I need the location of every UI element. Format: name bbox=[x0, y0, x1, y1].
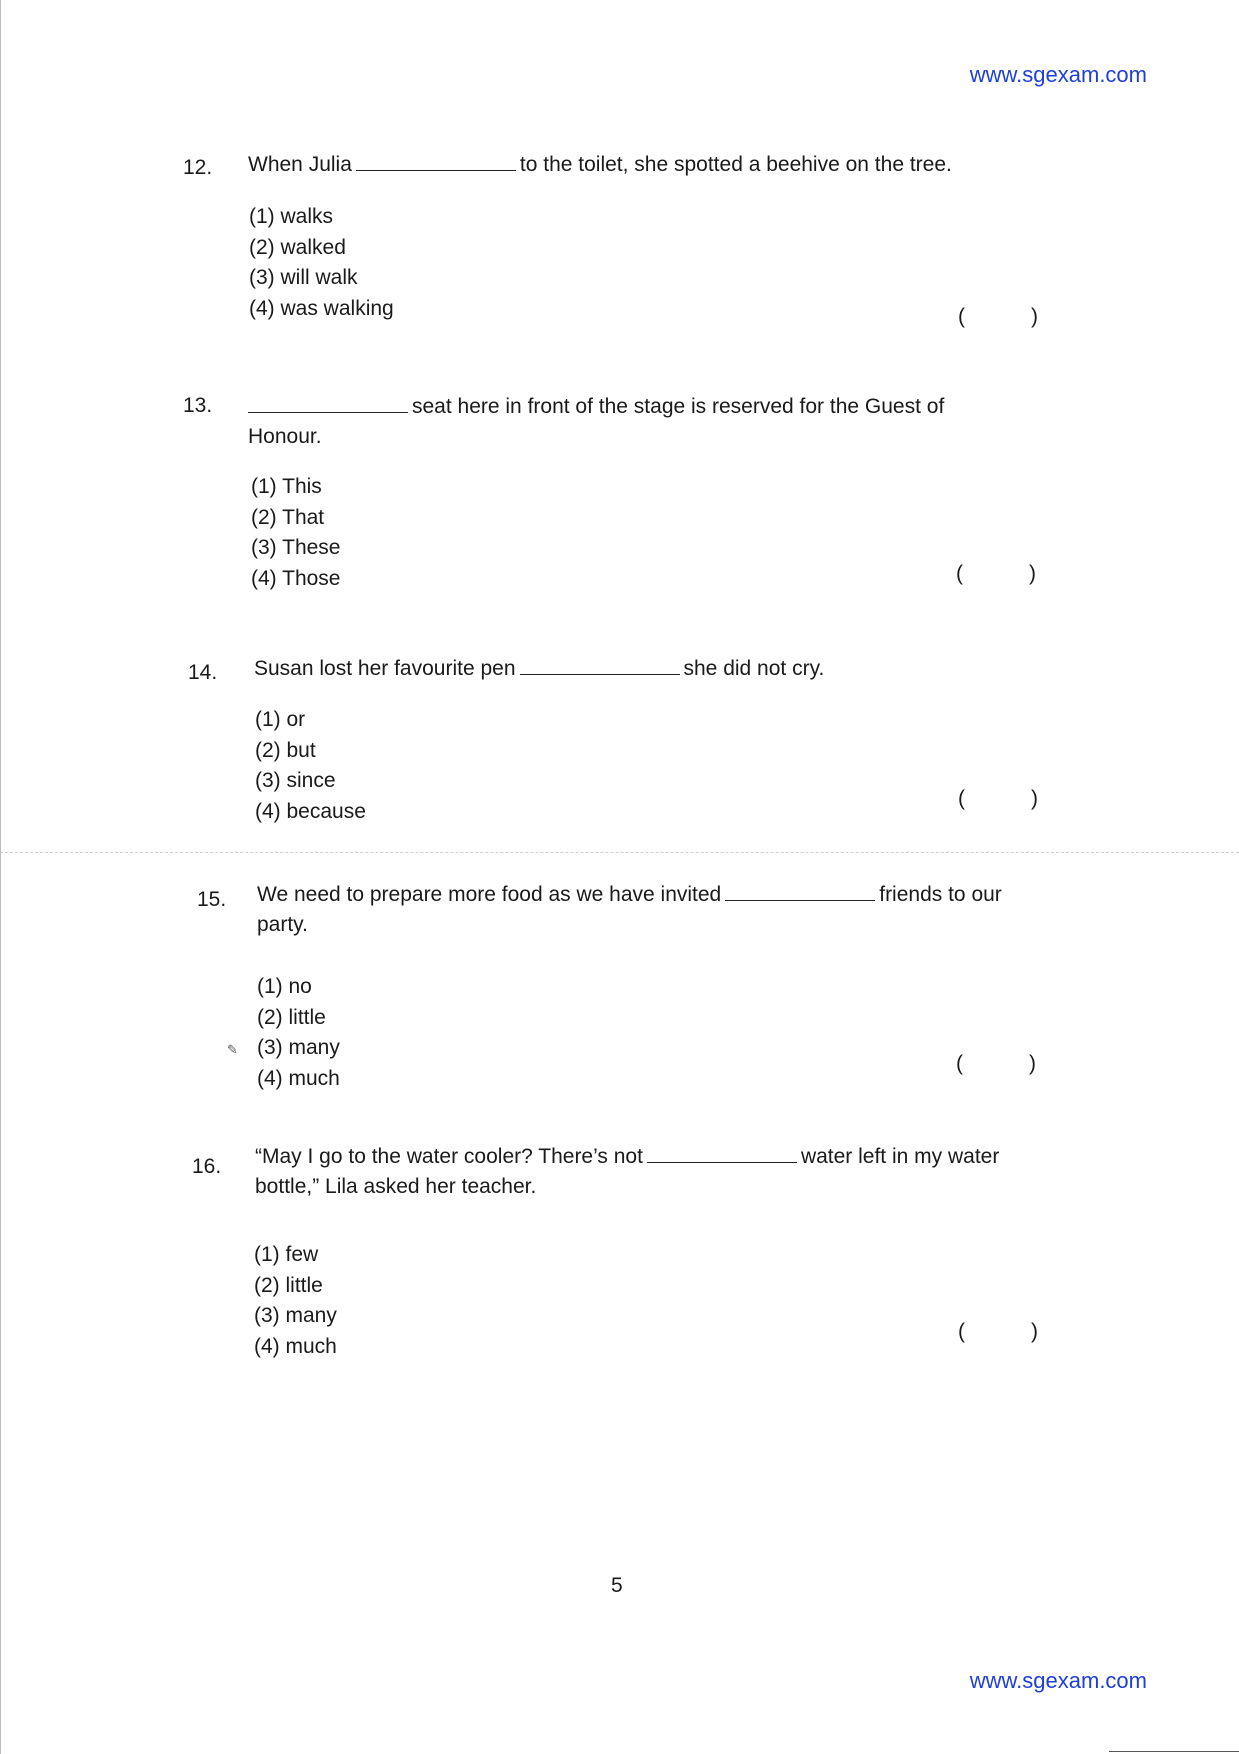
scan-divider bbox=[0, 852, 1239, 853]
answer-blank bbox=[647, 1144, 797, 1163]
option: (1) walks bbox=[249, 205, 334, 228]
scan-edge-bottom bbox=[1109, 1751, 1239, 1752]
answer-bracket[interactable] bbox=[958, 787, 1038, 811]
option: (4) much bbox=[257, 1066, 340, 1090]
option: (4) much bbox=[254, 1334, 337, 1358]
question-number: 12. bbox=[183, 156, 213, 179]
bracket-close: ) bbox=[1031, 1320, 1038, 1343]
question-text bbox=[254, 654, 1014, 684]
option: (2) little bbox=[257, 1005, 326, 1029]
bracket-open: ( bbox=[956, 562, 963, 585]
question-text-after: she did not cry. bbox=[683, 657, 825, 680]
answer-bracket[interactable] bbox=[956, 562, 1036, 586]
bracket-close: ) bbox=[1029, 1052, 1036, 1075]
answer-bracket[interactable] bbox=[958, 305, 1038, 329]
answer-blank bbox=[356, 152, 516, 171]
question-text bbox=[257, 880, 1047, 940]
options-list bbox=[251, 472, 341, 594]
bracket-open: ( bbox=[958, 1320, 965, 1343]
question-text-before: When Julia bbox=[248, 153, 352, 176]
answer-blank bbox=[520, 656, 680, 675]
question-number: 14. bbox=[188, 661, 218, 684]
option: (2) That bbox=[251, 505, 325, 529]
question-number: 15. bbox=[197, 888, 227, 911]
question-number: 16. bbox=[192, 1155, 222, 1178]
question-text-after: to the toilet, she spotted a beehive on the tree. bbox=[519, 153, 952, 176]
option: (3) will walk bbox=[249, 266, 358, 289]
question-text bbox=[248, 392, 1008, 452]
site-link-bottom[interactable]: www.sgexam.com bbox=[969, 1668, 1147, 1693]
question-number: 13. bbox=[183, 394, 213, 417]
option: (1) few bbox=[254, 1243, 319, 1266]
pencil-mark-icon: ✎ bbox=[227, 1042, 238, 1057]
option: (4) because bbox=[255, 799, 366, 823]
question-text-after: water left in my water bbox=[800, 1145, 1000, 1168]
options-list bbox=[255, 705, 366, 827]
bracket-open: ( bbox=[958, 787, 965, 810]
question-text-after: seat here in front of the stage is reserved for the Guest of bbox=[412, 395, 945, 418]
option: (2) walked bbox=[249, 235, 346, 259]
bracket-close: ) bbox=[1031, 787, 1038, 810]
question-text bbox=[255, 1142, 1055, 1202]
bracket-close: ) bbox=[1031, 305, 1038, 328]
question-text-before: Susan lost her favourite pen bbox=[254, 657, 516, 680]
option: (1) or bbox=[255, 708, 306, 731]
bracket-open: ( bbox=[958, 305, 965, 328]
question-text-before: We need to prepare more food as we have invited bbox=[257, 883, 722, 906]
option: (1) This bbox=[251, 475, 322, 498]
option: (2) but bbox=[255, 738, 316, 762]
bracket-open: ( bbox=[956, 1052, 963, 1075]
option: (3) many bbox=[257, 1036, 340, 1059]
answer-bracket[interactable] bbox=[958, 1320, 1038, 1344]
site-link-top[interactable]: www.sgexam.com bbox=[969, 62, 1147, 87]
question-text-before: “May I go to the water cooler? There’s not bbox=[255, 1145, 643, 1168]
question-text-continuation: bottle,” Lila asked her teacher. bbox=[255, 1175, 537, 1198]
options-list bbox=[257, 972, 340, 1094]
options-list bbox=[254, 1240, 337, 1362]
scan-edge-left bbox=[0, 0, 1, 1754]
page-number: 5 bbox=[611, 1574, 623, 1597]
question-text-continuation: Honour. bbox=[248, 425, 322, 448]
option: (3) These bbox=[251, 536, 341, 559]
answer-bracket[interactable] bbox=[956, 1052, 1036, 1076]
option: (1) no bbox=[257, 975, 312, 998]
option: (3) many bbox=[254, 1304, 337, 1327]
question-text-after: friends to our bbox=[879, 883, 1002, 906]
option: (4) Those bbox=[251, 566, 341, 590]
option: (4) was walking bbox=[249, 296, 394, 320]
option: (3) since bbox=[255, 769, 336, 792]
question-text-continuation: party. bbox=[257, 913, 308, 936]
option: (2) little bbox=[254, 1273, 323, 1297]
question-text bbox=[248, 150, 1008, 180]
answer-blank bbox=[248, 394, 408, 413]
options-list bbox=[249, 202, 394, 324]
answer-blank bbox=[725, 882, 875, 901]
bracket-close: ) bbox=[1029, 562, 1036, 585]
